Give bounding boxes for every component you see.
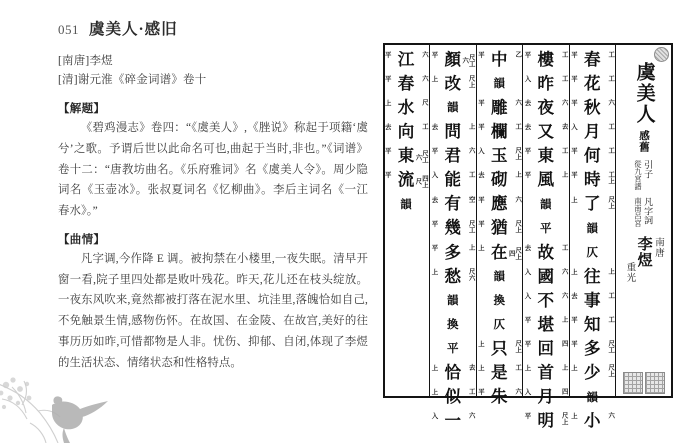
lyric-character: 風 bbox=[537, 170, 554, 190]
lyric-character: 了 bbox=[584, 194, 601, 214]
lyric-character: 多 bbox=[444, 242, 461, 262]
lyric-character: 東 bbox=[397, 146, 415, 166]
gongche-notation: 六 bbox=[560, 99, 568, 106]
tone-mark: 平 bbox=[478, 100, 485, 108]
gongche-notation: 工 bbox=[421, 123, 428, 130]
score-character-cell bbox=[570, 289, 614, 313]
tone-mark: 平 bbox=[571, 100, 578, 108]
score-character-cell bbox=[524, 361, 568, 385]
tone-mark: 去 bbox=[524, 124, 532, 132]
tone-mark: 平 bbox=[431, 52, 439, 59]
score-character-cell bbox=[570, 313, 614, 337]
score-author-name: 李煜 bbox=[635, 235, 652, 268]
score-meta-label-yinzi: 引子 bbox=[643, 160, 654, 179]
gongche-notation: 去 bbox=[560, 123, 568, 130]
score-marker-cell bbox=[524, 217, 568, 241]
score-author-row bbox=[624, 236, 663, 283]
gongche-notation: 六 bbox=[560, 267, 568, 275]
gongche-notation: 尺上 bbox=[467, 75, 475, 88]
tone-mark: 去 bbox=[478, 172, 485, 180]
score-character-cell bbox=[431, 361, 475, 385]
tone-mark: 平 bbox=[524, 172, 532, 180]
lyric-character: 換 bbox=[447, 317, 459, 332]
gongche-notation: 工 bbox=[467, 171, 475, 178]
score-character-cell bbox=[570, 337, 614, 361]
score-character-cell bbox=[477, 120, 521, 144]
page-title bbox=[58, 22, 368, 38]
score-marker-cell bbox=[477, 72, 521, 96]
score-marker-cell bbox=[477, 289, 521, 313]
score-marker-cell bbox=[570, 385, 614, 409]
tone-mark: 入 bbox=[524, 268, 532, 276]
lyric-character: 只 bbox=[491, 338, 508, 358]
tone-mark: 去 bbox=[524, 100, 532, 108]
tone-mark: 入 bbox=[524, 292, 532, 300]
lyric-character: 往 bbox=[584, 266, 601, 286]
gongche-notation: 尺上 bbox=[514, 147, 522, 161]
gongche-notation: 上 bbox=[560, 364, 568, 371]
lyric-stack bbox=[384, 48, 428, 217]
score-character-cell bbox=[384, 96, 428, 120]
score-character-cell bbox=[570, 144, 614, 168]
tone-mark: 入 bbox=[478, 148, 485, 156]
lyric-character: 換 bbox=[493, 293, 505, 308]
score-character-cell bbox=[524, 337, 568, 361]
gongche-notation: 四 bbox=[560, 388, 568, 395]
lyric-character: 幾 bbox=[444, 218, 461, 238]
tone-mark: 上 bbox=[431, 76, 439, 84]
article-text-column bbox=[58, 22, 368, 422]
score-character-cell bbox=[477, 217, 521, 241]
tone-mark: 去 bbox=[571, 292, 578, 300]
score-character-cell bbox=[431, 409, 475, 433]
gongche-notation: 尺上 bbox=[607, 364, 615, 378]
tone-mark: 入 bbox=[524, 389, 532, 397]
score-character-cell bbox=[477, 337, 521, 361]
score-character-cell bbox=[384, 144, 428, 168]
gongche-notation: 六 bbox=[514, 388, 522, 395]
score-title-column bbox=[615, 45, 671, 396]
tone-mark: 上 bbox=[431, 268, 439, 276]
score-marker-cell bbox=[477, 265, 521, 289]
score-character-cell bbox=[570, 120, 614, 144]
gongche-notation: 上 bbox=[560, 316, 568, 323]
section-body-jieti: 《碧鸡漫志》卷四：“《虞美人》,《脞说》称起于项籍‘虞兮’之歌。予谓后世以此命名可也,曲起于当时,非也。”《词谱》卷十二：“唐教坊曲名。《乐府雅词》名《虞美人令》。周少隐词名《玉壶冰》。张叔夏词名《忆柳曲》。李后主词名《一江春水》。” bbox=[58, 122, 368, 218]
score-character-cell bbox=[431, 48, 475, 72]
score-marker-cell bbox=[431, 96, 475, 120]
score-marker-cell bbox=[431, 313, 475, 337]
score-character-cell bbox=[570, 265, 614, 289]
score-character-cell bbox=[384, 72, 428, 96]
lyric-stack bbox=[524, 48, 568, 434]
lyric-character: 君 bbox=[444, 146, 461, 166]
tone-mark: 入 bbox=[431, 413, 439, 421]
lyric-character: 中 bbox=[491, 49, 508, 69]
section-heading-quqing: 【曲情】 bbox=[58, 233, 106, 246]
tone-mark: 平 bbox=[431, 244, 439, 252]
lyric-character: 春 bbox=[584, 49, 601, 69]
score-character-cell bbox=[570, 193, 614, 217]
gongche-notation: 六 bbox=[514, 195, 522, 202]
score-marker-cell bbox=[524, 193, 568, 217]
score-character-cell bbox=[570, 48, 614, 72]
score-lyric-column-col-6 bbox=[383, 45, 429, 396]
lyric-character: 韻 bbox=[493, 76, 505, 91]
score-subtitle: 感舊 bbox=[638, 130, 649, 153]
tone-mark: 上 bbox=[431, 365, 439, 373]
lyric-character: 花 bbox=[584, 73, 601, 93]
score-marker-cell bbox=[384, 193, 428, 217]
lyric-character: 國 bbox=[537, 266, 554, 286]
score-character-cell bbox=[570, 168, 614, 192]
score-character-cell bbox=[524, 120, 568, 144]
lyric-character: 首 bbox=[537, 363, 554, 383]
gongche-notation: 工 bbox=[560, 75, 568, 82]
tone-mark: 上 bbox=[478, 244, 485, 252]
lyric-character: 月 bbox=[537, 387, 554, 407]
lyric-character: 流 bbox=[397, 170, 415, 190]
lyric-character: 韻 bbox=[540, 196, 552, 211]
lyric-character: 雕 bbox=[491, 97, 508, 117]
score-character-cell bbox=[477, 385, 521, 409]
lyric-character: 韻 bbox=[493, 269, 505, 284]
lyric-character: 韻 bbox=[400, 196, 412, 211]
section-body-quqing: 凡字调,今作降 E 调。被拘禁在小楼里,一夜失眠。清早开窗一看,院子里四处都是败叶残花。昨天,花儿还在枝头绽放。一夜东风吹来,竟然都被打落在泥水里、坑洼里,落魄恰如自己,不免触景生情,感物伤怀。在故国、在金陵、在故宫,美好的往事历历如昨,可惜都物是人非。忧伤、抑郁、自闭,体现了李煜的生活状态、情绪状态和性格特点。 bbox=[58, 252, 368, 369]
gongche-notation: 工 bbox=[560, 147, 568, 154]
lyric-character: 恰 bbox=[444, 363, 461, 383]
tone-mark: 上 bbox=[571, 268, 578, 276]
gongche-notation: 六 bbox=[514, 99, 522, 106]
tone-mark: 上 bbox=[385, 100, 392, 108]
score-character-cell bbox=[431, 168, 475, 192]
gongche-notation: 上 bbox=[607, 267, 615, 275]
score-character-cell bbox=[524, 313, 568, 337]
lyric-character: 東 bbox=[537, 146, 554, 166]
gongche-notation: 尺工六 bbox=[461, 54, 475, 67]
gongche-notation: 六 bbox=[467, 412, 475, 419]
tone-mark: 平 bbox=[524, 413, 532, 421]
tone-mark: 上 bbox=[478, 341, 485, 349]
score-character-cell bbox=[524, 168, 568, 192]
score-character-cell bbox=[384, 168, 428, 192]
lyric-character: 向 bbox=[397, 122, 415, 142]
tone-mark: 去 bbox=[431, 124, 439, 132]
tone-mark: 平 bbox=[385, 52, 392, 59]
score-title: 虞美人 bbox=[633, 62, 655, 125]
tone-mark: 平 bbox=[385, 172, 392, 180]
gongche-notation: 六 bbox=[607, 99, 615, 106]
score-marker-cell bbox=[431, 289, 475, 313]
score-meta-row-2 bbox=[634, 197, 653, 227]
lyric-character: 改 bbox=[444, 73, 461, 93]
tone-mark: 入 bbox=[524, 76, 532, 84]
lyric-character: 仄 bbox=[586, 245, 598, 260]
lyric-character: 多 bbox=[584, 338, 601, 358]
score-character-cell bbox=[431, 217, 475, 241]
score-character-cell bbox=[570, 409, 614, 433]
gongche-notation: 工 bbox=[514, 364, 522, 371]
lyric-character: 一 bbox=[444, 411, 461, 431]
gongche-notation: 尺六 bbox=[467, 267, 475, 281]
lyric-character: 愁 bbox=[444, 266, 461, 286]
score-marker-cell bbox=[570, 217, 614, 241]
score-character-cell bbox=[570, 72, 614, 96]
lyric-character: 回 bbox=[537, 338, 554, 358]
gongche-notation: 尺上 bbox=[514, 340, 522, 353]
lyric-character: 故 bbox=[537, 242, 554, 262]
score-character-cell bbox=[431, 385, 475, 409]
lyric-character: 秋 bbox=[584, 97, 601, 117]
gongche-notation: 上 bbox=[467, 123, 475, 130]
lyric-character: 何 bbox=[584, 146, 601, 166]
gongche-notation: 尺上 bbox=[560, 412, 568, 426]
lyric-character: 江 bbox=[397, 49, 415, 69]
score-author-dynasty: 南唐 bbox=[653, 236, 664, 258]
tone-mark: 平 bbox=[478, 52, 485, 59]
lyric-character: 小 bbox=[584, 411, 601, 431]
score-character-cell bbox=[477, 193, 521, 217]
score-marker-cell bbox=[477, 313, 521, 337]
square-seal-icon-2 bbox=[645, 372, 665, 394]
tone-mark: 上 bbox=[571, 196, 578, 204]
gongche-notation: 上 bbox=[560, 171, 568, 178]
lyric-character: 明 bbox=[537, 411, 554, 431]
tone-mark: 平 bbox=[571, 341, 578, 349]
lyric-character: 春 bbox=[397, 73, 415, 93]
tone-mark: 平 bbox=[385, 148, 392, 156]
score-character-cell bbox=[477, 96, 521, 120]
score-character-cell bbox=[570, 96, 614, 120]
lyric-character: 朱 bbox=[491, 387, 508, 407]
lyric-character: 知 bbox=[584, 314, 601, 334]
round-seal-icon bbox=[654, 47, 669, 62]
score-character-cell bbox=[524, 289, 568, 313]
attribution-author: [南唐]李煜 bbox=[58, 54, 113, 67]
tone-mark: 去 bbox=[385, 124, 392, 132]
gongche-notation: 尺上 bbox=[607, 195, 615, 209]
lyric-character: 少 bbox=[584, 363, 601, 383]
tone-mark: 上 bbox=[571, 365, 578, 373]
score-character-cell bbox=[431, 193, 475, 217]
gongche-notation: 尺上四 bbox=[507, 246, 522, 260]
page-title-text: 虞美人·感旧 bbox=[89, 21, 178, 38]
tone-mark: 平 bbox=[571, 76, 578, 84]
score-meta-label-fanzici: 凡字詞 bbox=[643, 197, 654, 226]
tone-mark: 上 bbox=[431, 389, 439, 397]
seal-row bbox=[623, 372, 665, 394]
lyric-character: 平 bbox=[447, 341, 459, 356]
lyric-character: 玉 bbox=[491, 146, 508, 166]
lyric-character: 韻 bbox=[586, 220, 598, 235]
score-meta-source-jiugongpu: 從九宮譜 bbox=[633, 160, 642, 191]
attribution-source: [清]谢元淮《碎金词谱》卷十 bbox=[58, 74, 207, 87]
score-marker-cell bbox=[570, 241, 614, 265]
gongche-notation: 工上 bbox=[607, 171, 615, 185]
score-character-cell bbox=[431, 72, 475, 96]
lyric-character: 昨 bbox=[537, 73, 554, 93]
gongche-notation: 尺工 bbox=[607, 340, 615, 353]
tone-mark: 上 bbox=[524, 365, 532, 373]
tone-mark: 入 bbox=[571, 124, 578, 132]
lyric-character: 平 bbox=[540, 220, 552, 235]
lyric-character: 夜 bbox=[537, 97, 554, 117]
lyric-stack bbox=[477, 48, 521, 409]
gongche-notation: 去 bbox=[467, 364, 475, 371]
lyric-stack bbox=[431, 48, 475, 434]
tone-mark: 平 bbox=[571, 148, 578, 156]
gongche-notation: 工 bbox=[560, 243, 568, 251]
gongche-notation: 空 bbox=[467, 195, 475, 202]
score-character-cell bbox=[431, 144, 475, 168]
tone-mark: 去 bbox=[524, 244, 532, 252]
folio-number: 051 bbox=[58, 22, 79, 37]
tone-mark: 平 bbox=[431, 220, 439, 228]
gongche-notation: 工 bbox=[560, 51, 568, 58]
score-author-style-name: 重光 bbox=[624, 261, 635, 283]
lyric-character: 是 bbox=[491, 363, 508, 383]
tone-mark: 上 bbox=[571, 413, 578, 421]
score-character-cell bbox=[524, 409, 568, 433]
lyric-character: 砌 bbox=[491, 170, 508, 190]
gongche-notation: 工 bbox=[607, 51, 615, 58]
gongche-notation: 工 bbox=[607, 75, 615, 82]
gongche-notation: 尺上 bbox=[514, 219, 522, 233]
gongche-notation: 工 bbox=[514, 123, 522, 130]
lyric-character: 又 bbox=[537, 122, 554, 142]
lyric-character: 事 bbox=[584, 290, 601, 310]
gongche-notation: 尺工六 bbox=[414, 150, 428, 164]
gongche-notation: 上 bbox=[467, 243, 475, 251]
lyric-character: 欄 bbox=[491, 122, 508, 142]
score-character-cell bbox=[524, 48, 568, 72]
tone-mark: 平 bbox=[524, 317, 532, 325]
gongche-notation: 工 bbox=[607, 147, 615, 154]
lyric-character: 問 bbox=[444, 122, 461, 142]
score-character-cell bbox=[477, 48, 521, 72]
tone-mark: 平 bbox=[571, 317, 578, 325]
lyric-character: 時 bbox=[584, 170, 601, 190]
tone-mark: 平 bbox=[478, 196, 485, 204]
lyric-character: 不 bbox=[537, 290, 554, 310]
gongche-notation: 六 bbox=[467, 147, 475, 154]
tone-mark: 入 bbox=[431, 172, 439, 180]
gongche-notation: 尺工 bbox=[467, 219, 475, 233]
gongche-notation: 六 bbox=[607, 412, 615, 419]
lyric-character: 能 bbox=[444, 170, 461, 190]
score-lyric-column-col-2 bbox=[569, 45, 616, 431]
tone-mark: 平 bbox=[571, 52, 578, 59]
score-meta-mode-nannanlvgong: 南南呂宮 bbox=[633, 197, 642, 228]
section-heading-jieti: 【解题】 bbox=[58, 103, 106, 116]
lyric-character: 月 bbox=[584, 122, 601, 142]
gongche-notation: 四 bbox=[560, 340, 568, 347]
gongche-notation: 工 bbox=[607, 316, 615, 323]
tone-mark: 平 bbox=[524, 148, 532, 156]
score-character-cell bbox=[477, 144, 521, 168]
score-character-cell bbox=[384, 120, 428, 144]
tone-mark: 平 bbox=[478, 220, 485, 228]
gongche-notation: 尺 bbox=[421, 99, 428, 106]
lyric-character: 在 bbox=[491, 242, 508, 262]
gongche-notation: 六 bbox=[421, 75, 428, 82]
gongche-notation: 六 bbox=[560, 291, 568, 299]
tone-mark: 平 bbox=[478, 124, 485, 132]
lyric-character: 猶 bbox=[491, 218, 508, 238]
score-character-cell bbox=[384, 48, 428, 72]
score-character-cell bbox=[431, 120, 475, 144]
gongche-notation: 工 bbox=[607, 291, 615, 299]
lyric-character: 水 bbox=[397, 97, 415, 117]
gongche-notation: 六 bbox=[421, 51, 428, 58]
tone-mark: 平 bbox=[524, 52, 532, 59]
score-character-cell bbox=[524, 241, 568, 265]
tone-mark: 去 bbox=[431, 196, 439, 204]
lyric-character: 樓 bbox=[537, 49, 554, 69]
tone-mark: 平 bbox=[385, 76, 392, 84]
score-character-cell bbox=[524, 385, 568, 409]
gongche-notation: 工 bbox=[467, 388, 475, 395]
gongche-notation: 工 bbox=[607, 123, 615, 130]
lyric-character: 應 bbox=[491, 194, 508, 214]
gongche-notation: 上 bbox=[514, 171, 522, 178]
score-meta-row-1 bbox=[634, 160, 653, 190]
score-character-cell bbox=[524, 144, 568, 168]
score-character-cell bbox=[477, 361, 521, 385]
score-marker-cell bbox=[431, 337, 475, 361]
score-lyric-column-col-3 bbox=[522, 45, 569, 431]
score-character-cell bbox=[431, 265, 475, 289]
tone-mark: 平 bbox=[571, 172, 578, 180]
lyric-character: 仄 bbox=[493, 317, 505, 332]
lyric-character: 似 bbox=[444, 387, 461, 407]
score-character-cell bbox=[477, 168, 521, 192]
tone-mark: 平 bbox=[431, 148, 439, 156]
score-character-cell bbox=[524, 96, 568, 120]
lyric-character: 韻 bbox=[447, 293, 459, 308]
score-character-cell bbox=[524, 72, 568, 96]
score-lyric-column-col-5 bbox=[429, 45, 476, 431]
score-character-cell bbox=[477, 241, 521, 265]
gongche-notation: 乙 bbox=[514, 51, 522, 58]
lyric-character: 堪 bbox=[537, 314, 554, 334]
score-character-cell bbox=[570, 361, 614, 385]
lyric-character: 有 bbox=[444, 194, 461, 214]
score-character-cell bbox=[524, 265, 568, 289]
lyric-stack bbox=[570, 48, 614, 434]
lyric-character: 韻 bbox=[586, 389, 598, 404]
lyric-character: 韻 bbox=[447, 100, 459, 115]
gongche-score-frame bbox=[383, 43, 673, 431]
tone-mark: 平 bbox=[478, 389, 485, 397]
gongche-notation: 四上尺 bbox=[414, 174, 428, 188]
tone-mark: 平 bbox=[524, 341, 532, 349]
tone-mark: 上 bbox=[478, 365, 485, 373]
score-character-cell bbox=[431, 241, 475, 265]
lyric-character: 顏 bbox=[444, 49, 461, 69]
score-lyric-column-col-4 bbox=[476, 45, 523, 407]
square-seal-icon-1 bbox=[623, 372, 643, 394]
